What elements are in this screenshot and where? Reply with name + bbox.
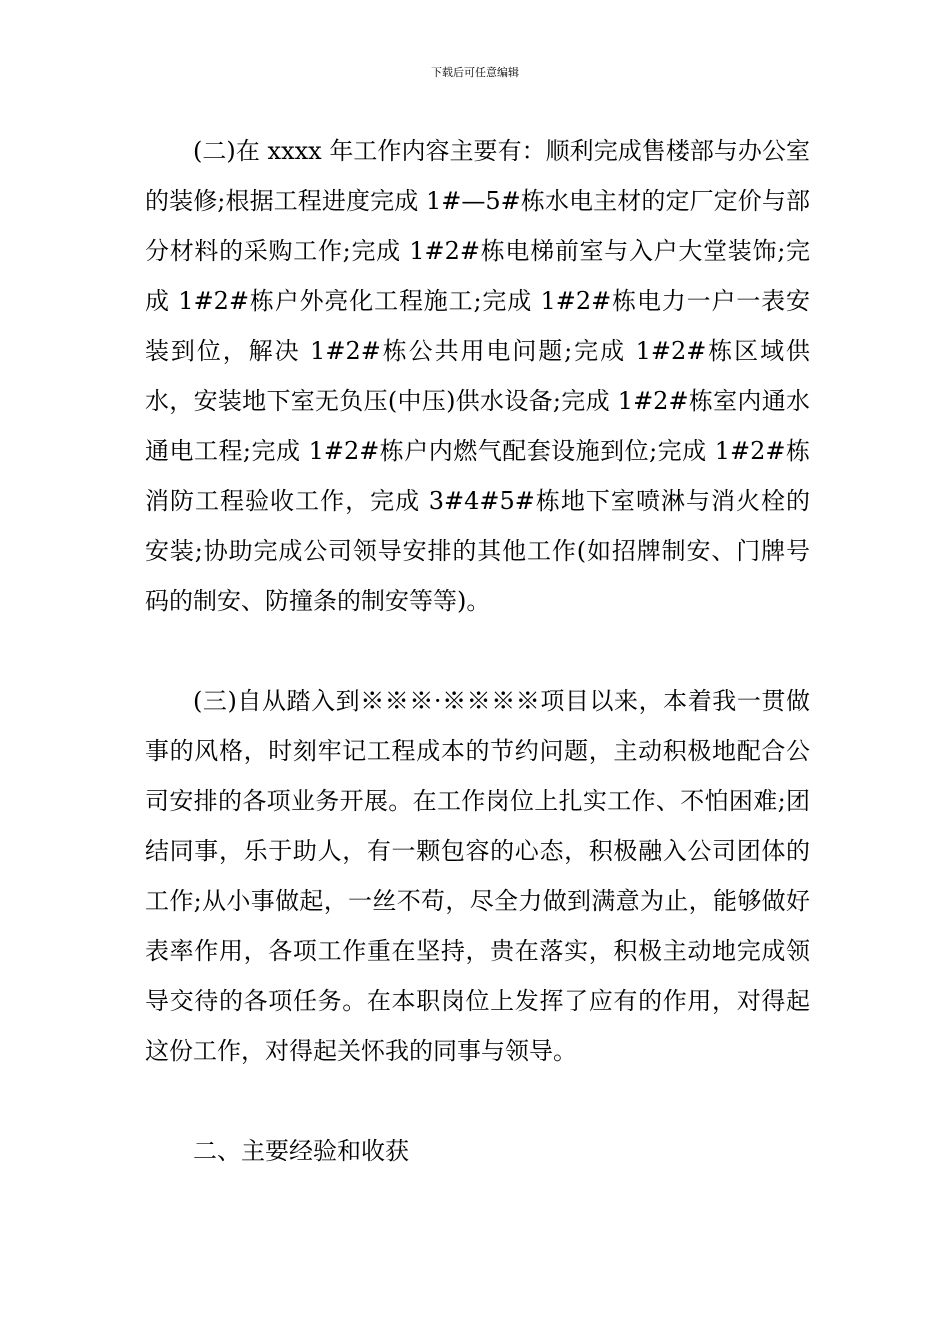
section-heading: 二、主要经验和收获	[193, 1137, 409, 1165]
page-header-note: 下载后可任意编辑	[431, 66, 519, 79]
document-body	[145, 126, 810, 1176]
paragraph-section-2: (二)在 xxxx 年工作内容主要有：顺利完成售楼部与办公室的装修;根据工程进度完成 1#—5#栋水电主材的定厂定价与部分材料的采购工作;完成 1#2#栋电梯前室与入户大堂装饰;完成 1#2#栋户外亮化工程施工;完成 1#2#栋电力一户一表安装到位，解决 1#2#栋公共用电问题;完成 1#2#栋区域供水，安装地下室无负压(中压)供水设备;完成 1#2#栋室内通水通电工程;完成 1#2#栋户内燃气配套设施到位;完成 1#2#栋消防工程验收工作，完成 3#4#5#栋地下室喷淋与消火栓的安装;协助完成公司领导安排的其他工作(如招牌制安、门牌号码的制安、防撞条的制安等等)。	[145, 137, 810, 615]
paragraph-section-3: (三)自从踏入到※※※·※※※※项目以来，本着我一贯做事的风格，时刻牢记工程成本的节约问题，主动积极地配合公司安排的各项业务开展。在工作岗位上扎实工作、不怕困难;团结同事，乐于助人，有一颗包容的心态，积极融入公司团体的工作;从小事做起，一丝不苟，尽全力做到满意为止，能够做好表率作用，各项工作重在坚持，贵在落实，积极主动地完成领导交待的各项任务。在本职岗位上发挥了应有的作用，对得起这份工作，对得起关怀我的同事与领导。	[145, 687, 810, 1065]
